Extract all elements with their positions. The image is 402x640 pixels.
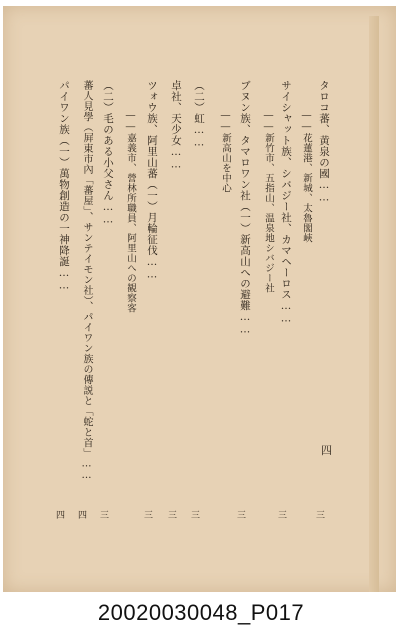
page-edge [369, 16, 379, 592]
toc-entry: ブヌン族、タマロワン社（一）新高山への避難…… [239, 80, 251, 336]
toc-entry: （二）虹…… [193, 80, 205, 149]
toc-entry: サイシャット族、シバジー社、カマヘーロス…… [280, 80, 292, 325]
page-number: 三 [316, 511, 326, 521]
toc-entry: （二）毛のある小父さん…… [102, 80, 114, 226]
toc-subentry: ――新高山を中心 [220, 110, 231, 193]
page-number: 三 [191, 511, 201, 521]
page-number: 四 [56, 511, 66, 521]
page-number: 三 [237, 511, 247, 521]
toc-subentry: ――新竹市、五指山、温泉地シバジー社 [263, 110, 274, 293]
page-number: 三 [168, 511, 178, 521]
toc-entry: 卓社、天少女…… [170, 80, 182, 171]
toc-entry: タロコ蕃、黄泉の國…… [318, 80, 330, 204]
page-number: 四 [78, 511, 88, 521]
page-number: 三 [100, 511, 110, 521]
page-number: 三 [278, 511, 288, 521]
folio-number: 四 [321, 444, 332, 457]
toc-entry: 蕃人見學（屛東市內「蕃屋」、サンテイモン社）、パイワン族の傳説と「蛇と首」…… [81, 80, 92, 482]
toc-entry: パイワン族（一）萬物創造の一神降誕…… [58, 80, 70, 292]
page-number: 三 [144, 511, 154, 521]
toc-subentry: ――花蓮港、新城、太魯閣峽 [301, 110, 312, 243]
toc-entry: ツォウ族、阿里山蕃（一）月輪征伐…… [146, 80, 158, 281]
book-page [3, 6, 396, 592]
toc-subentry: ――嘉義市、營林所職員、阿里山への観察客 [125, 110, 136, 313]
image-caption: 20020030048_P017 [97, 600, 305, 625]
